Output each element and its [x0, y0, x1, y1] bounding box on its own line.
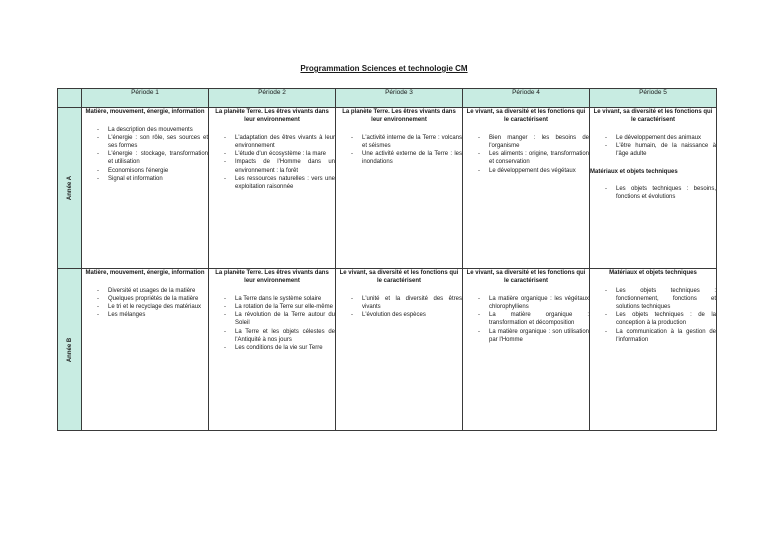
list-item: - La communication à la gestion de l'information: [616, 328, 716, 344]
list-item: - La matière organique : son utilisation par l'Homme: [489, 328, 589, 344]
table-cell: [82, 269, 209, 431]
list-item: - L'unité et la diversité des êtres vivants: [362, 295, 462, 311]
table-row-annee-a: [58, 108, 717, 269]
list-item: - Les mélanges: [108, 311, 208, 319]
list-item: - La Terre et les objets célestes de l'Antiquité à nos jours: [235, 328, 335, 344]
list-item: - Diversité et usages de la matière: [108, 287, 208, 295]
table-row-annee-b: [58, 269, 717, 431]
table-cell: [82, 108, 209, 269]
cell-title: Matière, mouvement, énergie, information: [85, 270, 205, 276]
cell-title: Matériaux et objets techniques: [609, 270, 697, 276]
list-item: - L'énergie : stockage, transformation et utilisation: [108, 150, 208, 166]
list-item: - L'être humain, de la naissance à l'âge adulte: [616, 142, 716, 158]
table-cell: [209, 108, 336, 269]
list-item: - Les objets techniques : de la conception à la production: [616, 311, 716, 327]
item-list: [590, 287, 716, 344]
list-item: - L'évolution des espèces: [362, 311, 462, 319]
list-item: - Les ressources naturelles : vers une exploitation raisonnée: [235, 175, 335, 191]
cell-title: La planète Terre. Les êtres vivants dans leur environnement: [342, 109, 456, 124]
list-item: - L'énergie : son rôle, ses sources et ses formes: [108, 134, 208, 150]
list-item: - L'activité interne de la Terre : volcans et séismes: [362, 134, 462, 150]
cell-title: Le vivant, sa diversité et les fonctions qui le caractérisent: [339, 270, 459, 285]
year-label: Année A: [66, 175, 73, 201]
item-list: [590, 185, 716, 201]
list-item: - Le développement des animaux: [616, 134, 716, 142]
list-item: - La matière organique : transformation et décomposition: [489, 311, 589, 327]
period-header: Période 2: [209, 89, 336, 108]
period-header: Période 5: [590, 89, 717, 108]
list-item: - Signal et information: [108, 175, 208, 183]
cell-title: Le vivant, sa diversité et les fonctions qui le caractérisent: [466, 109, 586, 124]
header-row: [58, 89, 717, 108]
list-item: - Les aliments : origine, transformation et conservation: [489, 150, 589, 166]
list-item: - Le tri et le recyclage des matériaux: [108, 303, 208, 311]
list-item: - Economisons l'énergie: [108, 167, 208, 175]
cell-title: La planète Terre. Les êtres vivants dans leur environnement: [215, 109, 329, 124]
year-label: Année B: [66, 337, 73, 362]
year-label-cell: [58, 108, 82, 269]
list-item: - Le développement des végétaux: [489, 167, 589, 175]
period-header: Période 3: [336, 89, 463, 108]
list-item: - La révolution de la Terre autour du Soleil: [235, 311, 335, 327]
period-header: Période 4: [463, 89, 590, 108]
table-cell: [463, 108, 590, 269]
cell-title: La planète Terre. Les êtres vivants dans leur environnement: [215, 270, 329, 285]
item-list: [82, 126, 208, 183]
list-item: - La rotation de la Terre sur elle-même: [235, 303, 335, 311]
cell-title: Le vivant, sa diversité et les fonctions qui le caractérisent: [593, 109, 713, 124]
list-item: - Bien manger : les besoins de l'organisme: [489, 134, 589, 150]
table-cell: [463, 269, 590, 431]
list-item: - L'adaptation des êtres vivants à leur environnement: [235, 134, 335, 150]
list-item: - Les objets techniques : besoins, fonctions et évolutions: [616, 185, 716, 201]
list-item: - La matière organique : les végétaux chlorophylliens: [489, 295, 589, 311]
table-cell: [209, 269, 336, 431]
cell-subtitle: Matériaux et objets techniques: [590, 169, 678, 176]
list-item: - Impacts de l'Homme dans un environnement : la forêt: [235, 158, 335, 174]
document-title: Programmation Sciences et technologie CM: [300, 64, 468, 73]
list-item: - Les objets techniques : fonctionnement, fonctions et solutions techniques: [616, 287, 716, 311]
table-cell: [336, 269, 463, 431]
item-list: [82, 287, 208, 319]
table-cell: [590, 108, 717, 269]
year-label-cell: [58, 269, 82, 431]
cell-title: Matière, mouvement, énergie, information: [85, 109, 205, 115]
period-header: Période 1: [82, 89, 209, 108]
list-item: - La description des mouvements: [108, 126, 208, 134]
table-cell: [336, 108, 463, 269]
item-list: [336, 134, 462, 166]
list-item: - Une activité externe de la Terre : les inondations: [362, 150, 462, 166]
programming-table: [57, 88, 717, 431]
header-corner: [58, 89, 82, 108]
table-cell: [590, 269, 717, 431]
item-list: [209, 295, 335, 352]
list-item: - L'étude d'un écosystème : la mare: [235, 150, 335, 158]
cell-title: Le vivant, sa diversité et les fonctions qui le caractérisent: [466, 270, 586, 285]
list-item: - La Terre dans le système solaire: [235, 295, 335, 303]
item-list: [590, 134, 716, 158]
item-list: [336, 295, 462, 319]
item-list: [463, 295, 589, 344]
list-item: - Les conditions de la vie sur Terre: [235, 344, 335, 352]
list-item: - Quelques propriétés de la matière: [108, 295, 208, 303]
item-list: [209, 134, 335, 191]
item-list: [463, 134, 589, 174]
